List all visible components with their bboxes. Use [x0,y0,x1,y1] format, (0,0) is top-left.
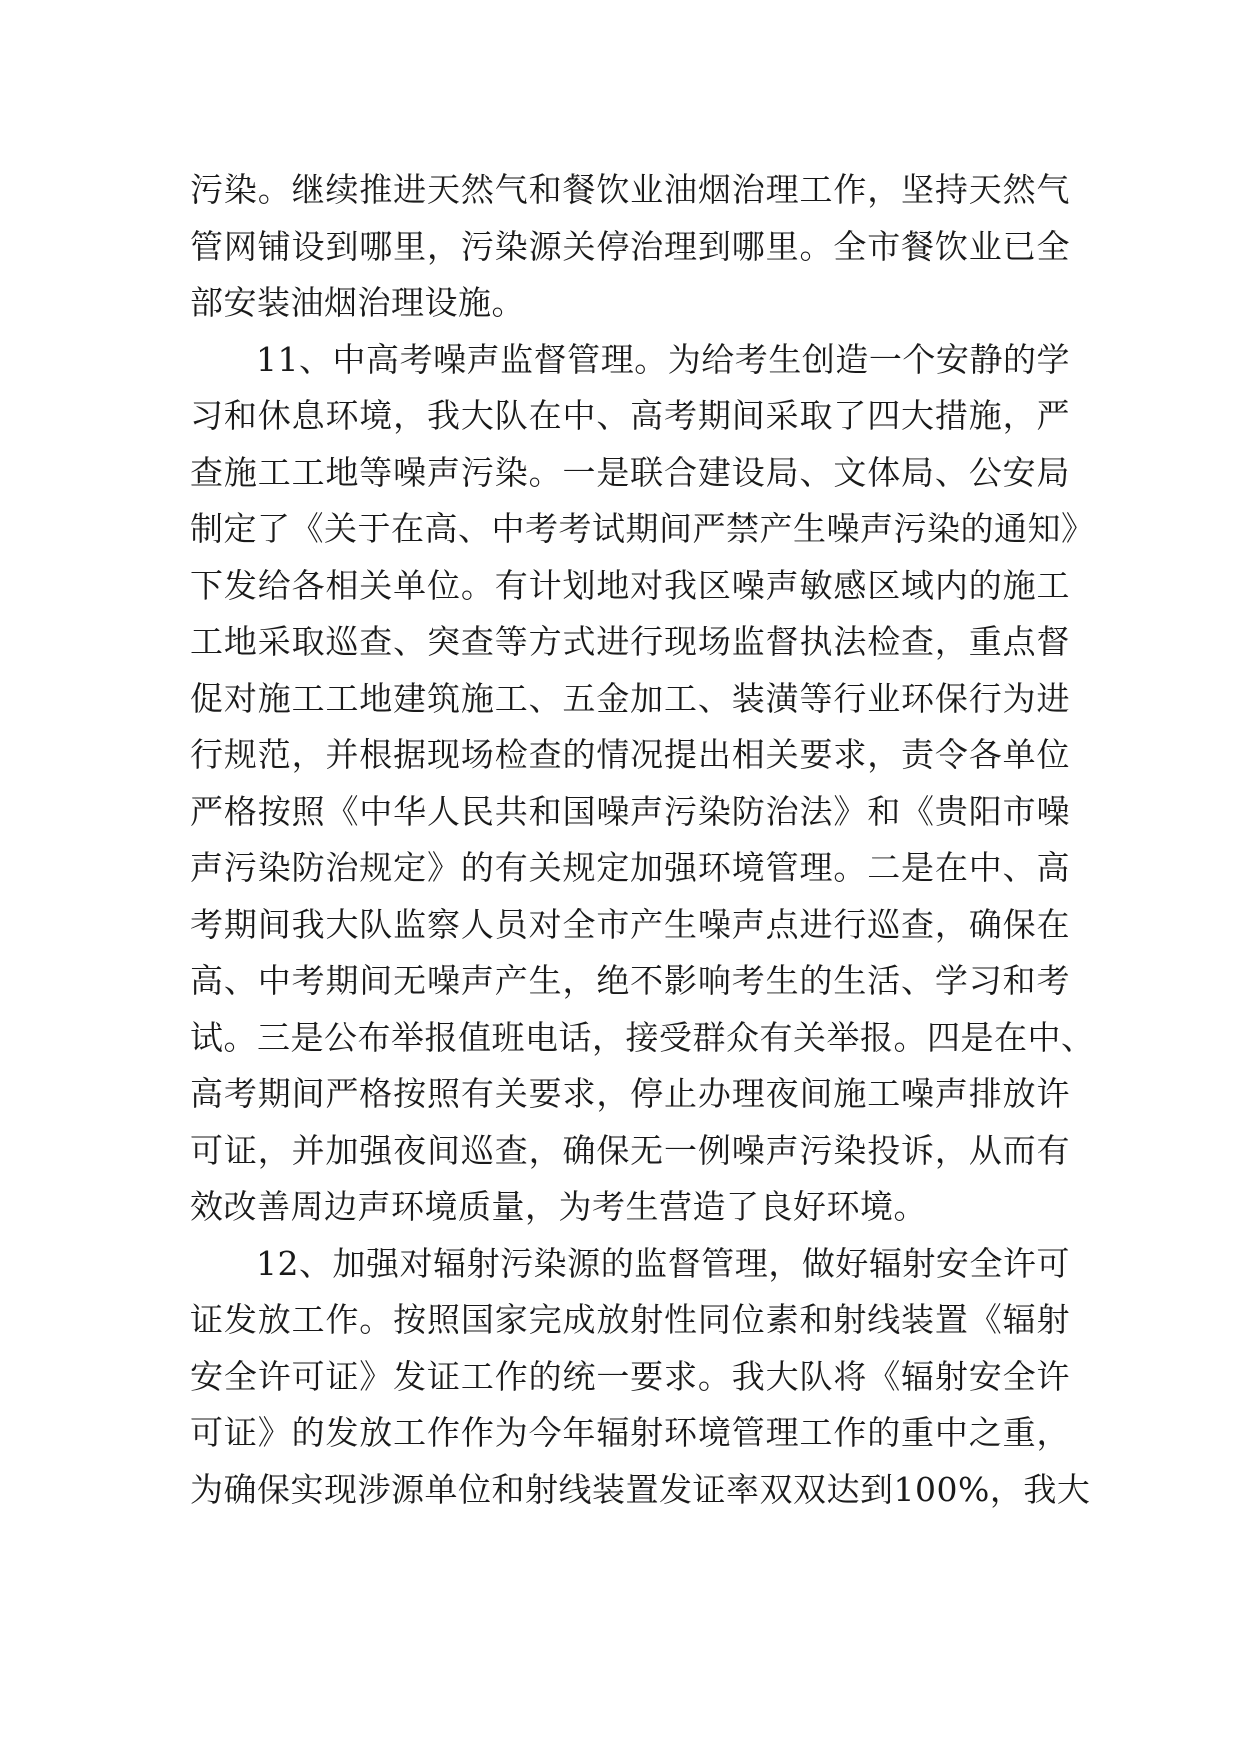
text-line: 促对施工工地建筑施工、五金加工、装潢等行业环保行为进 [190,678,1070,718]
text-line: 高、中考期间无噪声产生，绝不影响考生的生活、学习和考 [190,961,1070,1000]
text-line: 可证，并加强夜间巡查，确保无一例噪声污染投诉，从而有 [190,1130,1070,1170]
text-line: 工地采取巡查、突查等方式进行现场监督执法检查，重点督 [190,622,1070,661]
text-line: 证发放工作。按照国家完成放射性同位素和射线装置《辐射 [190,1300,1070,1339]
text-line: 污染。继续推进天然气和餐饮业油烟治理工作，坚持天然气 [190,170,1070,209]
text-line: 可证》的发放工作作为今年辐射环境管理工作的重中之重， [190,1413,1070,1452]
text-line: 声污染防治规定》的有关规定加强环境管理。二是在中、高 [190,848,1070,887]
text-line: 查施工工地等噪声污染。一是联合建设局、文体局、公安局 [190,452,1070,492]
text-line: 安全许可证》发证工作的统一要求。我大队将《辐射安全许 [190,1356,1070,1396]
text-line: 管网铺设到哪里，污染源关停治理到哪里。全市餐饮业已全 [190,226,1070,266]
text-line: 制定了《关于在高、中考考试期间严禁产生噪声污染的通知》 [190,509,1095,548]
paragraph-11 [190,332,1095,1236]
text-line: 试。三是公布举报值班电话，接受群众有关举报。四是在中、 [190,1017,1095,1057]
text-line: 部安装油烟治理设施。 [190,283,525,322]
text-line: 效改善周边声环境质量，为考生营造了良好环境。 [190,1187,927,1226]
text-line: 11、中高考噪声监督管理。为给考生创造一个安静的学 [256,339,1070,379]
paragraph-continued [190,162,1070,332]
text-line: 习和休息环境，我大队在中、高考期间采取了四大措施，严 [190,396,1070,435]
text-line: 考期间我大队监察人员对全市产生噪声点进行巡查，确保在 [190,904,1070,944]
text-line: 下发给各相关单位。有计划地对我区噪声敏感区域内的施工 [190,565,1070,605]
text-line: 行规范，并根据现场检查的情况提出相关要求，责令各单位 [190,735,1070,774]
document-body [190,162,1095,1518]
text-line: 严格按照《中华人民共和国噪声污染防治法》和《贵阳市噪 [190,791,1070,831]
text-line: 12、加强对辐射污染源的监督管理，做好辐射安全许可 [256,1243,1070,1283]
text-line: 为确保实现涉源单位和射线装置发证率双双达到100%，我大 [190,1469,1091,1509]
paragraph-12 [190,1236,1091,1519]
text-line: 高考期间严格按照有关要求，停止办理夜间施工噪声排放许 [190,1074,1070,1113]
